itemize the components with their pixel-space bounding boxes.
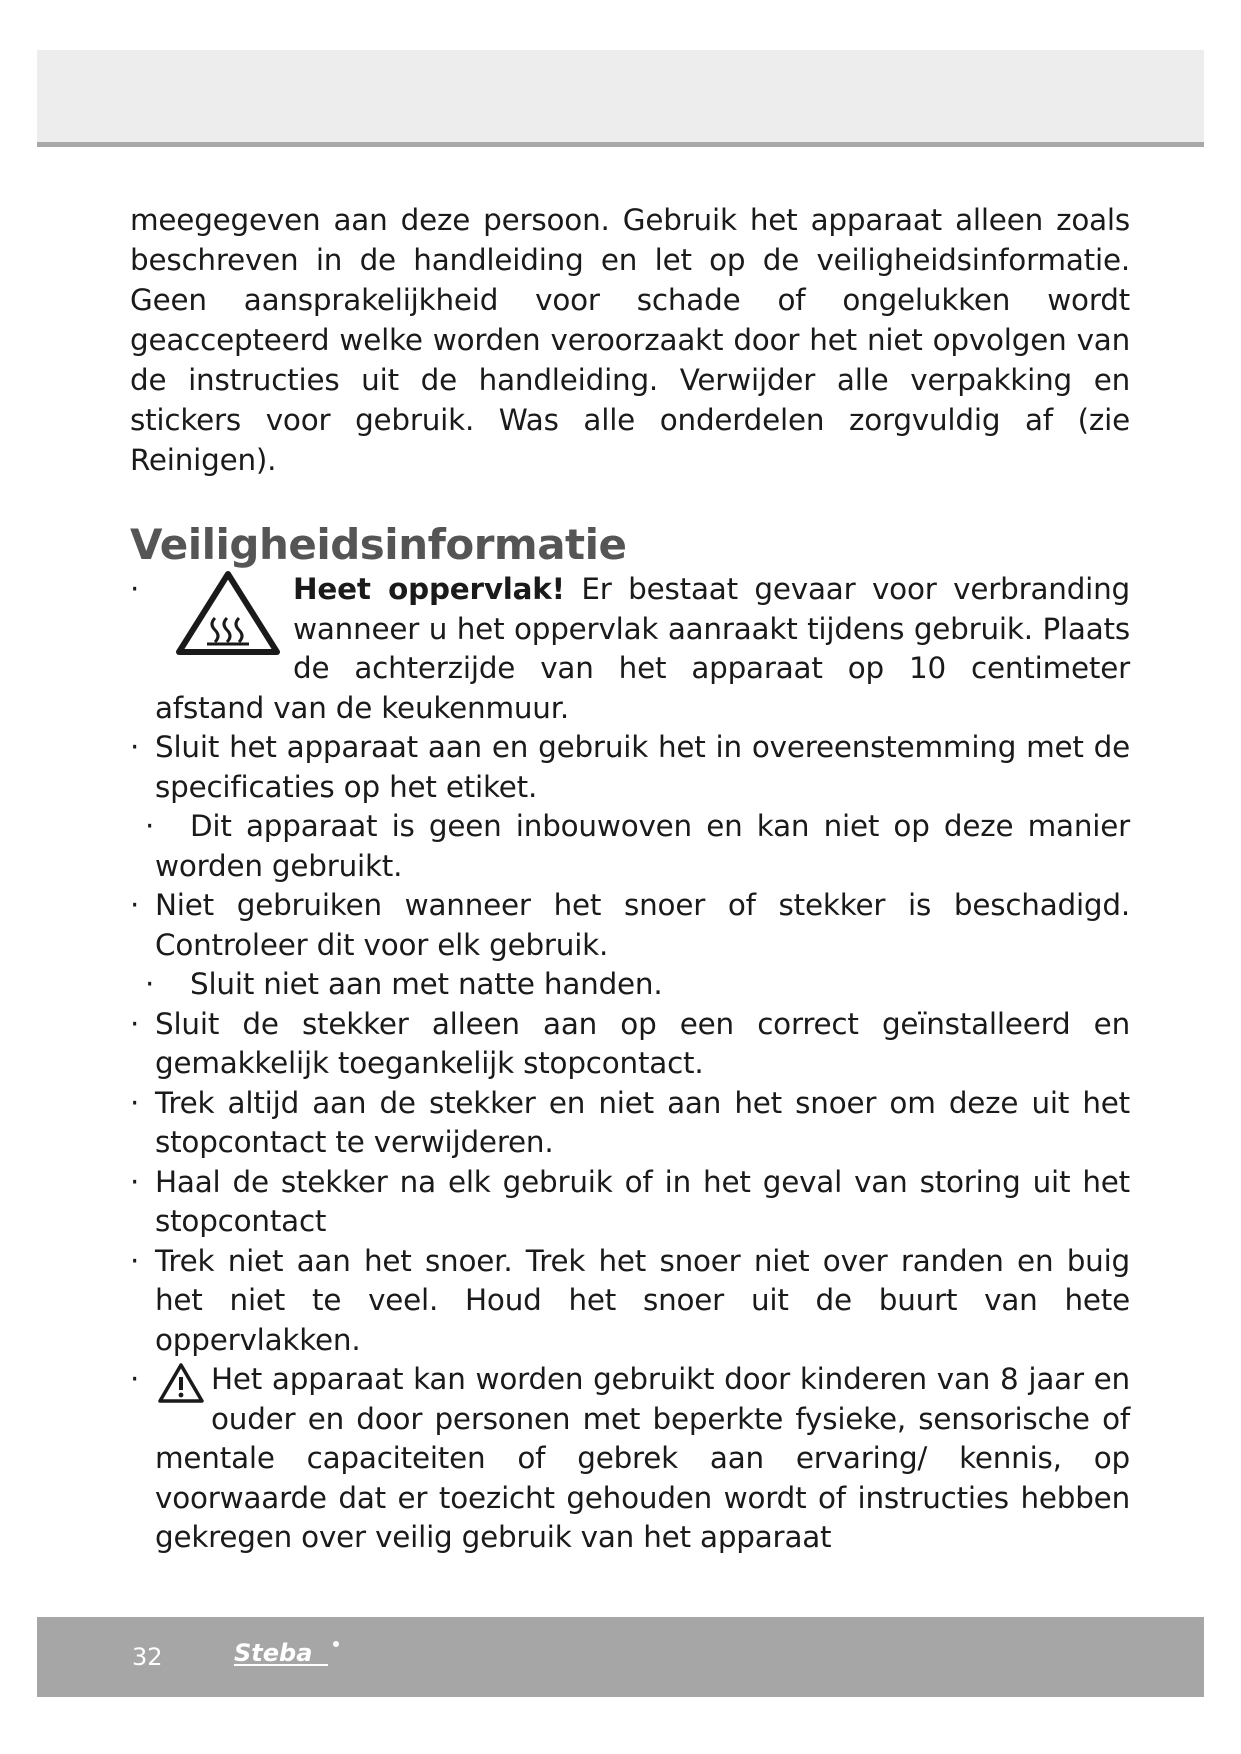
page-number: 32 <box>132 1643 163 1671</box>
section-title: Veiligheidsinformatie <box>130 520 627 569</box>
list-item <box>130 728 1130 807</box>
item-text: Sluit de stekker alleen aan op een correct geïnstalleerd en gemakkelijk toegankelijk stopcontact. <box>155 1006 1130 1080</box>
header-band <box>37 50 1204 147</box>
list-item <box>130 965 1130 1005</box>
list-item <box>130 1084 1130 1163</box>
bullet: · <box>130 730 140 764</box>
bullet: · <box>145 967 155 1001</box>
list-item <box>130 1242 1130 1361</box>
list-item <box>130 1360 1130 1558</box>
hot-surface-lead: Heet oppervlak! <box>293 572 565 606</box>
item-text: Haal de stekker na elk gebruik of in het geval van storing uit het stopcontact <box>155 1164 1130 1238</box>
bullet: · <box>130 1243 140 1278</box>
bullet: · <box>130 1362 140 1396</box>
bullet: · <box>130 888 140 922</box>
list-item <box>130 570 1130 728</box>
item-text: Sluit niet aan met natte handen. <box>190 967 663 1001</box>
list-item <box>130 1163 1130 1242</box>
item-text: Sluit het apparaat aan en gebruik het in overeenstemming met de specificaties op het etiket. <box>155 730 1130 804</box>
item-text: Het apparaat kan worden gebruikt door kinderen van 8 jaar en ouder en door personen met beperkte fysieke, sensorische of mentale capaciteiten of gebrek aan ervaring/ kennis, op voorwaarde dat er toezicht gehouden wordt of instructies hebben gekregen over veilig gebruik van het apparaat <box>155 1362 1130 1554</box>
list-item <box>130 807 1130 886</box>
bullet: · <box>130 1164 140 1199</box>
bullet: · <box>130 572 140 606</box>
bullet: · <box>145 809 155 843</box>
footer-band <box>37 1617 1204 1697</box>
steba-logo <box>232 1635 350 1673</box>
item-text: Dit apparaat is geen inbouwoven en kan niet op deze manier worden gebruikt. <box>155 809 1130 883</box>
item-text: Niet gebruiken wanneer het snoer of stekker is beschadigd. Controleer dit voor elk gebruik. <box>155 888 1130 962</box>
hot-surface-warning-icon <box>175 570 281 656</box>
bullet: · <box>130 1085 140 1120</box>
page-content <box>130 200 1130 1558</box>
list-item <box>130 886 1130 965</box>
safety-list <box>130 570 1130 1558</box>
item-text: Trek altijd aan de stekker en niet aan het snoer om deze uit het stopcontact te verwijderen. <box>155 1085 1130 1159</box>
intro-paragraph: meegegeven aan deze persoon. Gebruik het apparaat alleen zoals beschreven in de handleiding en let op de veiligheidsinformatie. Geen aansprakelijkheid voor schade of ongelukken wordt geaccepteerd welke worden veroorzaakt door het niet opvolgen van de instructies uit de handleiding. Verwijder alle verpakking en stickers voor gebruik. Was alle onderdelen zorgvuldig af (zie Reinigen). <box>130 203 1130 477</box>
bullet: · <box>130 1006 140 1041</box>
brand-text: Steba <box>234 1639 313 1667</box>
caution-warning-icon <box>157 1362 205 1404</box>
hot-surface-text: Er bestaat gevaar voor verbranding wanneer u het oppervlak aanraakt tijdens gebruik. Plaats de achterzijde van het apparaat op 10 centimeter afstand van de keukenmuur. <box>155 572 1131 725</box>
item-text: Trek niet aan het snoer. Trek het snoer niet over randen en buig het niet te veel. Houd het snoer uit de buurt van hete oppervlakken. <box>155 1243 1130 1357</box>
list-item <box>130 1005 1130 1084</box>
